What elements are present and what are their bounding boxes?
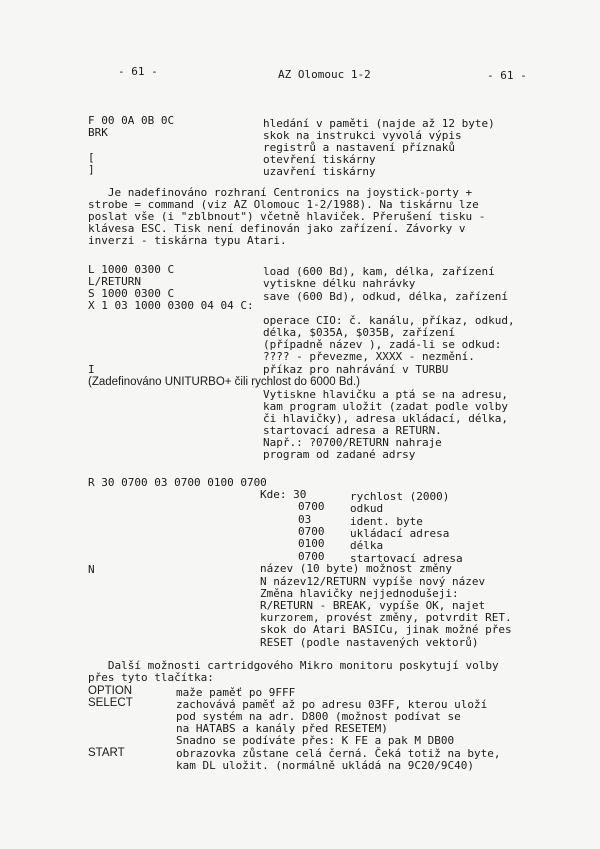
cmd-turbo-desc-2: Vytiskne hlavičku a ptá se na adresu, xyxy=(263,388,509,401)
key-option-desc: maže paměť po 9FFF xyxy=(176,686,296,699)
r-param-value: 0700 xyxy=(298,500,325,513)
page-number-right: - 61 - xyxy=(487,69,527,82)
cmd-cio-desc-3: (případně název ), zadá-li se odkud: xyxy=(263,338,502,351)
paragraph-line: poslat vše (i "zblbnout") včetně hlaviček. Přerušení tisku - xyxy=(88,210,486,223)
r-param-label: rychlost (2000) xyxy=(350,490,450,503)
cmd-close-printer-desc: uzavření tiskárny xyxy=(263,165,376,178)
r-param-label: odkud xyxy=(350,502,384,515)
cmd-turbo-desc: příkaz pro nahrávání v TURBU xyxy=(263,363,449,376)
cmd-cio-desc-2: délka, $035A, $035B, zařízení xyxy=(263,326,456,339)
cmd-find: F 00 0A 0B 0C xyxy=(88,114,175,127)
r-param-value: Kde: 30 xyxy=(260,488,307,501)
cmd-save: S 1000 0300 C xyxy=(88,287,175,300)
paragraph-line: Je nadefinováno rozhraní Centronics na joystick-porty + xyxy=(88,186,473,199)
cmd-n-desc: skok do Atari BASICu, jinak možné přes xyxy=(260,623,512,636)
key-start-desc: kam DL uložit. (normálně ukládá na 9C20/9C40) xyxy=(176,759,475,772)
cmd-length-desc: vytiskne délku nahrávky xyxy=(263,277,416,290)
paragraph-options: Další možnosti cartridgového Mikro monitoru poskytují volby xyxy=(88,659,499,672)
r-param-label: ukládací adresa xyxy=(350,527,450,540)
r-param-value: 0100 xyxy=(298,537,325,550)
cmd-load-desc: load (600 Bd), kam, délka, zařízení xyxy=(263,265,495,278)
key-start-desc: obrazovka zůstane celá černá. Čeká totiž na byte, xyxy=(176,747,501,760)
cmd-turbo-note: (Zadefinováno UNITURBO+ čili rychlost do 6000 Bd.) xyxy=(88,376,360,388)
r-param-label: délka xyxy=(350,539,384,552)
cmd-brk-desc-2: registrů a nastavení příznaků xyxy=(263,141,456,154)
cmd-n: N xyxy=(88,563,95,576)
r-param-label: ident. byte xyxy=(350,515,423,528)
cmd-load: L 1000 0300 C xyxy=(88,263,175,276)
cmd-save-desc: save (600 Bd), odkud, délka, zařízení xyxy=(263,290,509,303)
cmd-find-desc: hledání v paměti (najde až 12 byte) xyxy=(263,117,495,130)
cmd-n-desc: Změna hlavičky nejjednodušeji: xyxy=(260,587,459,600)
cmd-turbo-desc-4: či hlavičky), adresa ukládací, délka, xyxy=(263,412,509,425)
r-param-value: 0700 xyxy=(298,550,325,563)
cmd-turbo-desc-5: startovací adresa a RETURN. xyxy=(263,424,442,437)
cmd-n-desc: název (10 byte) možnost změny xyxy=(260,562,453,575)
cmd-length: L/RETURN xyxy=(88,275,141,288)
cmd-open-printer: [ xyxy=(88,151,95,164)
cmd-n-desc: kurzorem, provést změny, potvrdit RET. xyxy=(260,611,512,624)
key-start: START xyxy=(88,747,125,759)
r-param-value: 0700 xyxy=(298,525,325,538)
page-title: AZ Olomouc 1-2 xyxy=(278,68,371,81)
key-option: OPTION xyxy=(88,685,133,697)
cmd-turbo-desc-6: Např.: ?0700/RETURN nahraje xyxy=(263,436,442,449)
paragraph-line: strobe = command (viz AZ Olomouc 1-2/1988). Na tiskárnu lze xyxy=(88,198,479,211)
cmd-open-printer-desc: otevření tiskárny xyxy=(263,153,376,166)
paragraph-line: inverzi - tiskárna typu Atari. xyxy=(88,234,287,247)
key-select-desc: zachovává paměť až po adresu 03FF, kterou uloží xyxy=(176,698,488,711)
cmd-close-printer: ] xyxy=(88,163,95,176)
key-select-desc: pod systém na adr. D800 (možnost podívat se xyxy=(176,710,461,723)
page-number-left: - 61 - xyxy=(118,65,158,78)
key-select-desc: na HATABS a kanály před RESETEM) xyxy=(176,722,388,735)
key-select-desc: Snadno se podíváte přes: K FE a pak M DB00 xyxy=(176,734,455,747)
cmd-n-desc: N název12/RETURN vypíše nový název xyxy=(260,575,486,588)
cmd-cio-desc-1: operace CIO: č. kanálu, příkaz, odkud, xyxy=(263,314,515,327)
cmd-r: R 30 0700 03 0700 0100 0700 xyxy=(88,476,267,489)
r-param-value: 03 xyxy=(298,513,312,526)
cmd-brk: BRK xyxy=(88,126,108,139)
r-param-label: startovací adresa xyxy=(350,552,463,565)
cmd-n-desc: RESET (podle nastavených vektorů) xyxy=(260,636,479,649)
cmd-brk-desc-1: skok na instrukci vyvolá výpis xyxy=(263,129,462,142)
cmd-turbo: I xyxy=(88,363,95,376)
cmd-cio: X 1 03 1000 0300 04 04 C: xyxy=(88,299,254,312)
cmd-cio-desc-4: ???? - převezme, XXXX - nezmění. xyxy=(263,350,475,363)
cmd-turbo-desc-7: program od zadané adrsy xyxy=(263,448,416,461)
key-select: SELECT xyxy=(88,697,133,709)
paragraph-options: přes tyto tlačítka: xyxy=(88,671,214,684)
paragraph-line: klávesa ESC. Tisk není definován jako zařízení. Závorky v xyxy=(88,222,466,235)
cmd-turbo-desc-3: kam program uložit (zadat podle volby xyxy=(263,400,509,413)
cmd-n-desc: R/RETURN - BREAK, vypíše OK, najet xyxy=(260,599,486,612)
